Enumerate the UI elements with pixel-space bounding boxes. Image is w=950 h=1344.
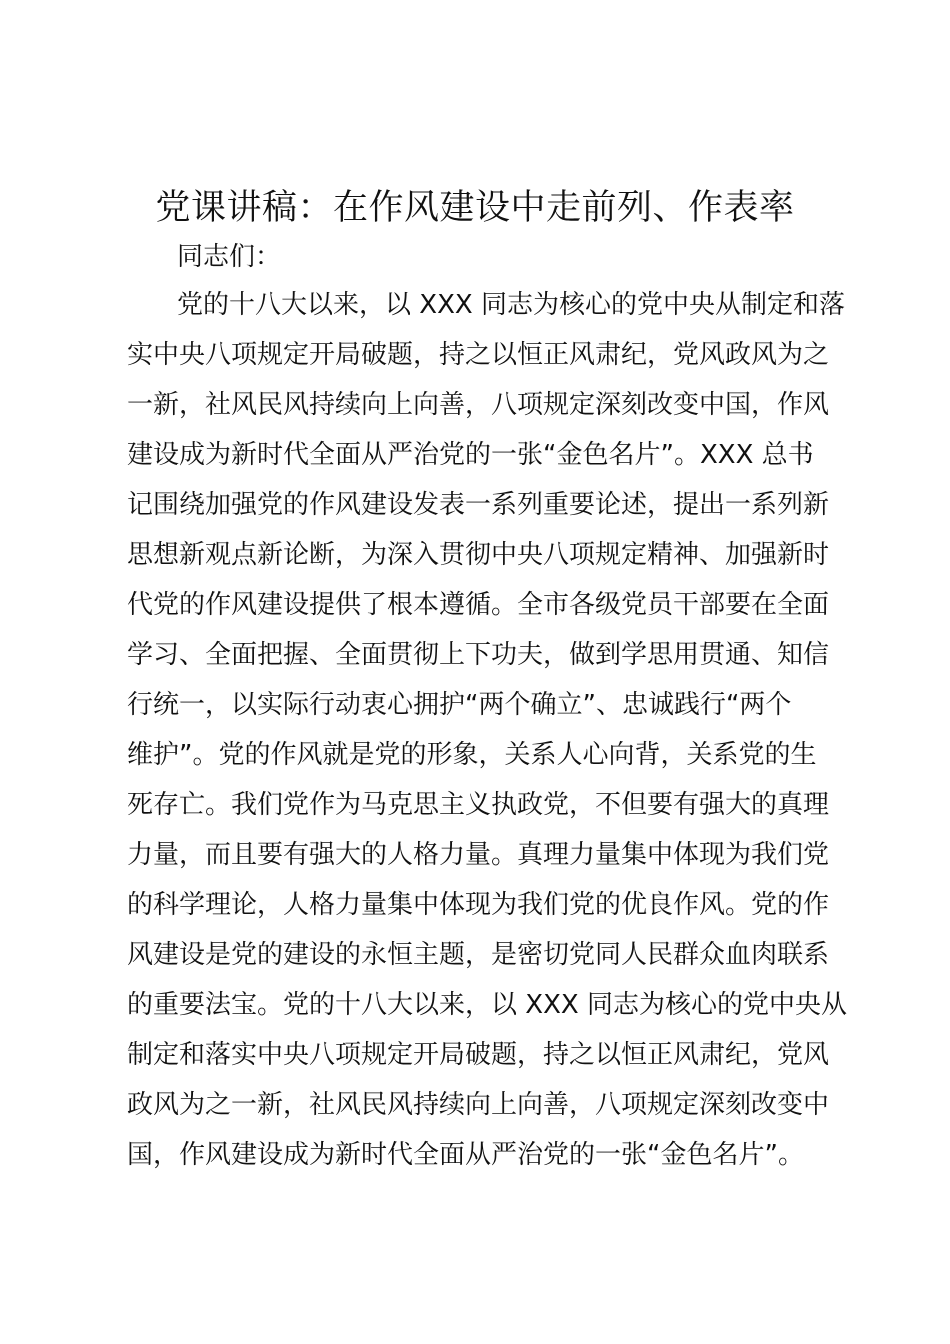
body-line: 维护”。党的作风就是党的形象，关系人心向背，关系党的生 [127,740,817,770]
body-line: 建设成为新时代全面从严治党的一张“金色名片”。XXX 总书 [127,440,814,470]
body-line: 风建设是党的建设的永恒主题，是密切党同人民群众血肉联系 [127,940,830,970]
body-line: 一新，社风民风持续向上向善，八项规定深刻改变中国，作风 [127,390,830,420]
greeting-line: 同志们： [177,242,282,272]
body-line: 的重要法宝。党的十八大以来，以 XXX 同志为核心的党中央从 [127,990,847,1020]
document-title: 党课讲稿：在作风建设中走前列、作表率 [155,188,795,228]
body-paragraph [0,280,950,1180]
body-line: 记围绕加强党的作风建设发表一系列重要论述，提出一系列新 [127,490,830,520]
body-line: 代党的作风建设提供了根本遵循。全市各级党员干部要在全面 [127,590,830,620]
body-line: 国，作风建设成为新时代全面从严治党的一张“金色名片”。 [127,1140,804,1170]
body-line: 制定和落实中央八项规定开局破题，持之以恒正风肃纪，党风 [127,1040,830,1070]
body-line: 死存亡。我们党作为马克思主义执政党，不但要有强大的真理 [127,790,830,820]
body-line: 思想新观点新论断，为深入贯彻中央八项规定精神、加强新时 [127,540,830,570]
body-line: 实中央八项规定开局破题，持之以恒正风肃纪，党风政风为之 [127,340,830,370]
body-line: 学习、全面把握、全面贯彻上下功夫，做到学思用贯通、知信 [127,640,830,670]
body-line: 的科学理论，人格力量集中体现为我们党的优良作风。党的作 [127,890,830,920]
body-line: 行统一，以实际行动衷心拥护“两个确立”、忠诚践行“两个 [127,690,792,720]
body-line: 党的十八大以来，以 XXX 同志为核心的党中央从制定和落 [177,290,845,320]
body-line: 力量，而且要有强大的人格力量。真理力量集中体现为我们党 [127,840,830,870]
body-line: 政风为之一新，社风民风持续向上向善，八项规定深刻改变中 [127,1090,830,1120]
